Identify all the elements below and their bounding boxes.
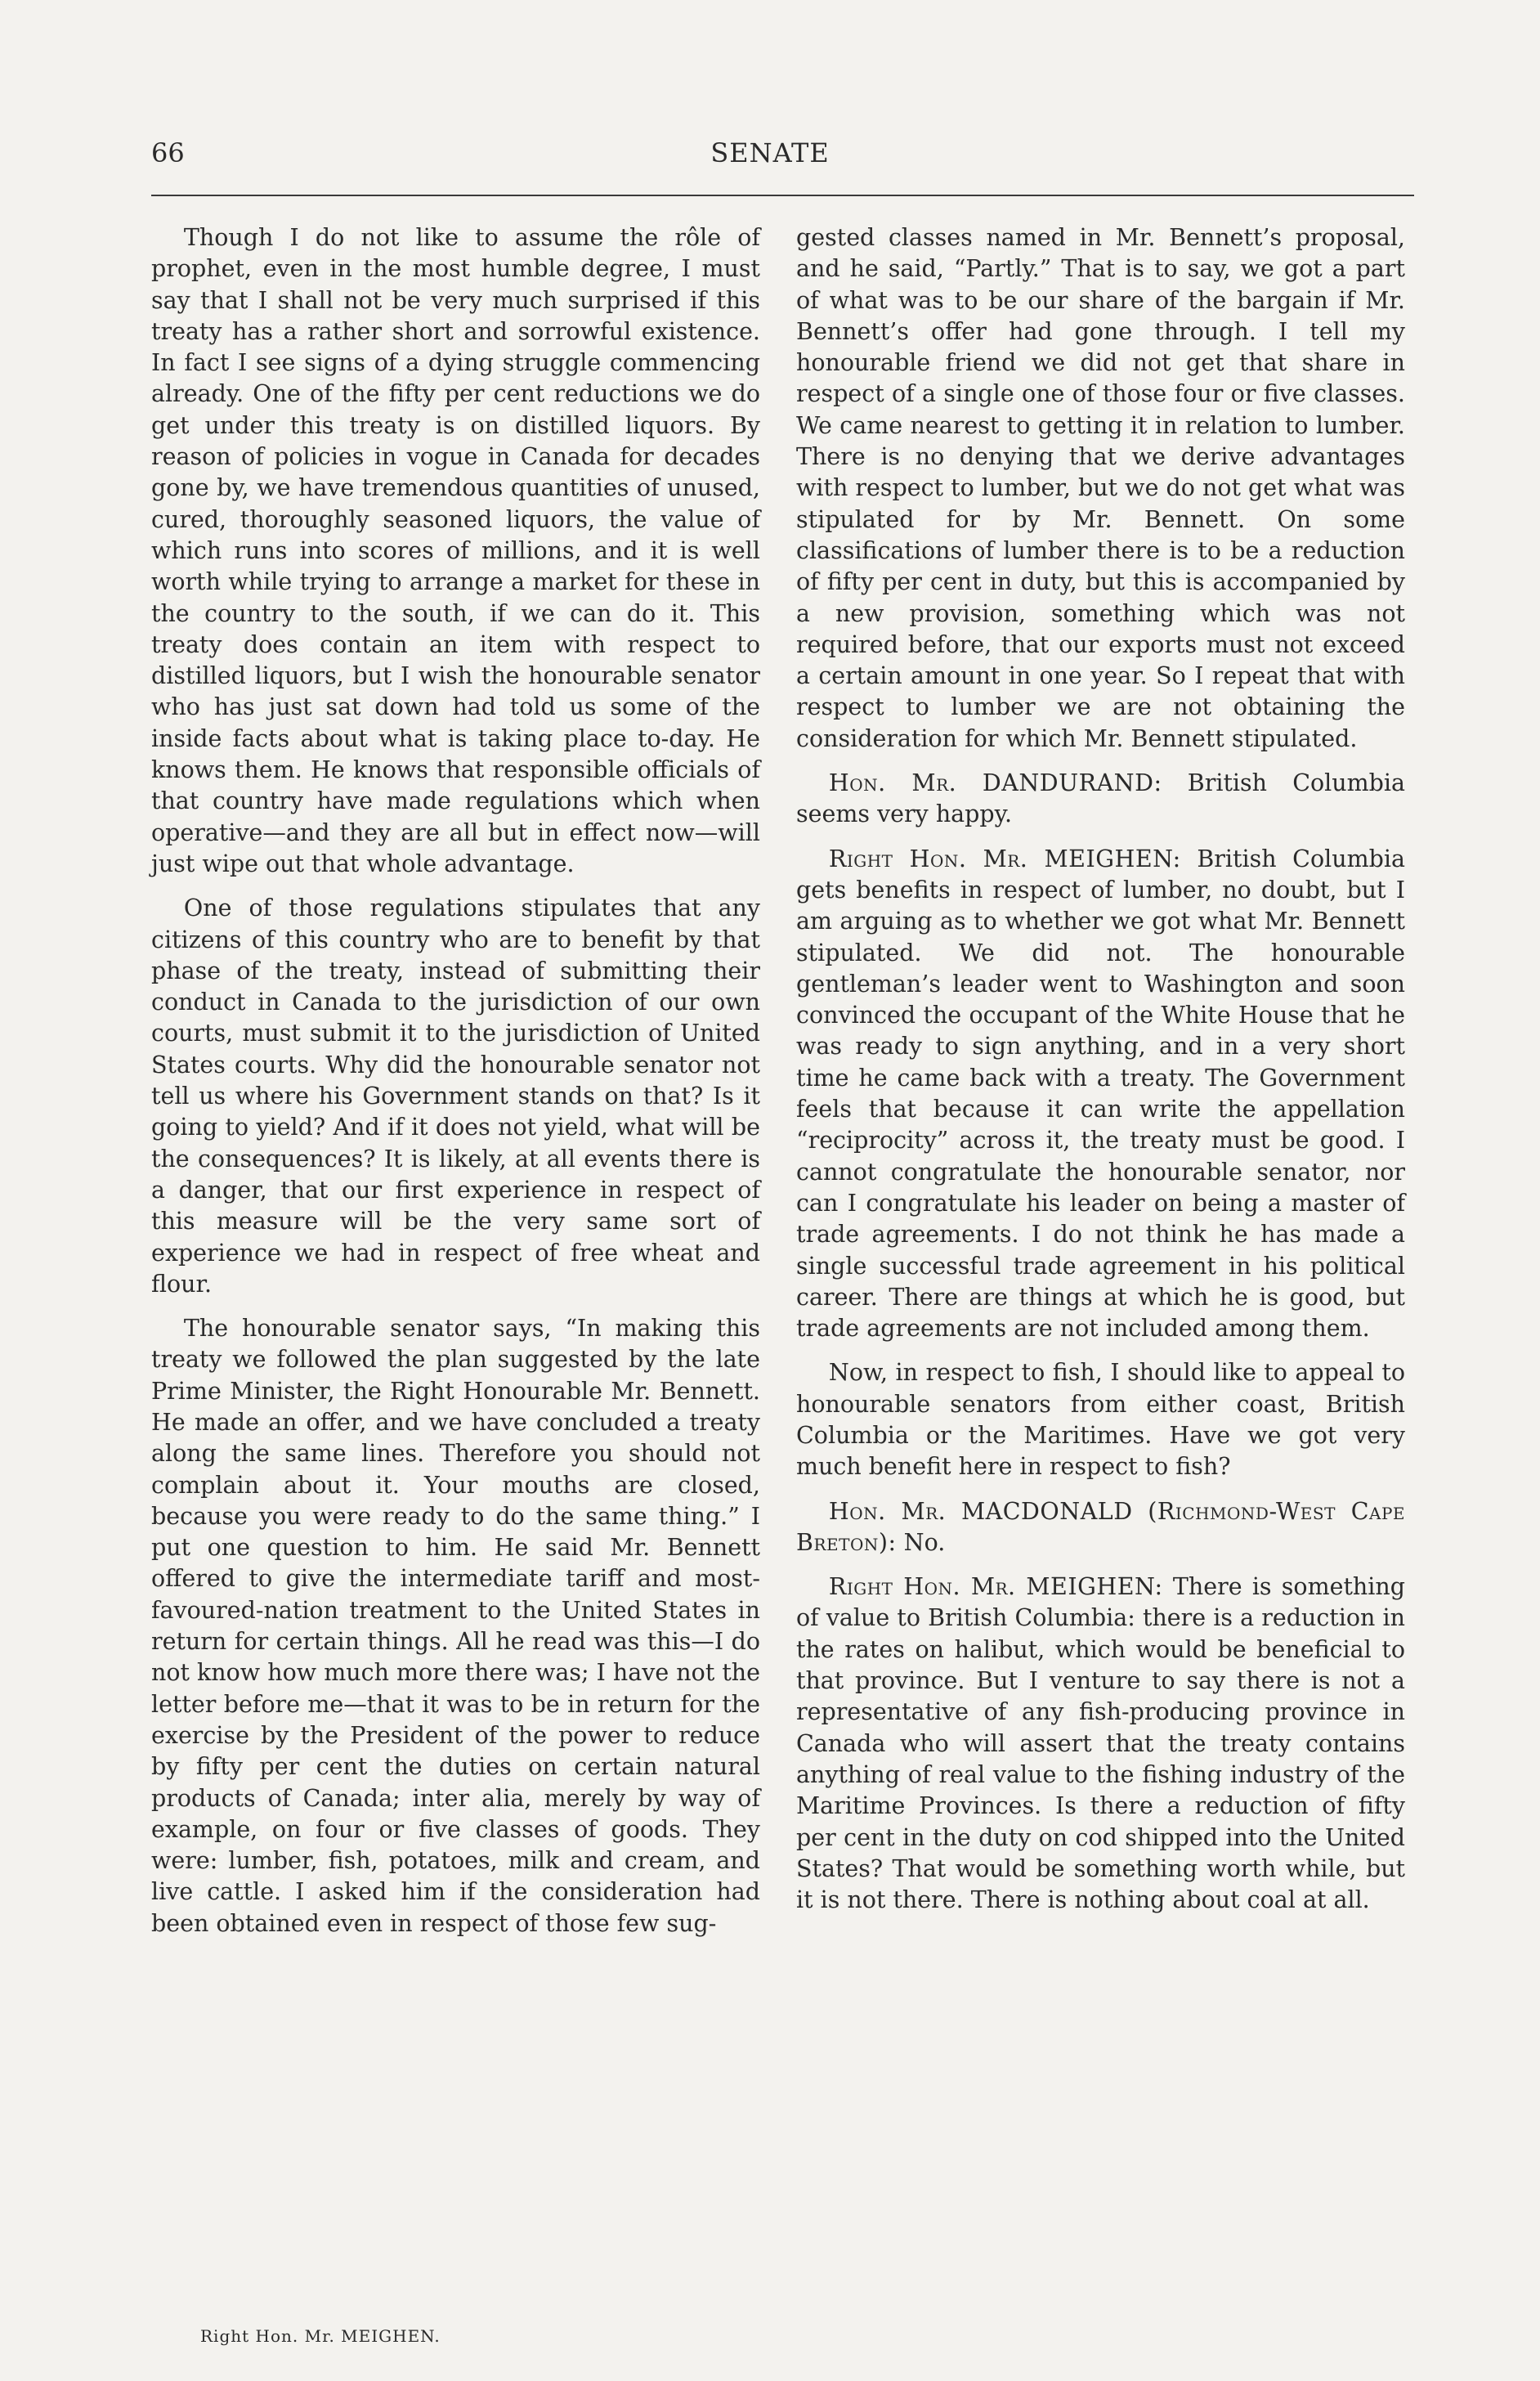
left-column [151, 222, 760, 1953]
speech-text: British Columbia gets benefits in respect of lumber, no doubt, but I am arguing as to whether we got what Mr. Bennett stipulated. We did not. The honourable gentleman’s leader went to Washington and soon convinced the occupant of the White House that he was ready to sign anything, and in a very short time he came back with a treaty. The Government feels that because it can write the appellation “reciprocity” across it, the treaty must be good. I cannot congratulate the honourable senator, nor can I congratulate his leader on being a master of trade agreements. I do not think he has made a single successful trade agreement in his political career. There are things at which he is good, but trade agreements are not included among them. [796, 845, 1405, 1343]
right-paragraph-6 [796, 1572, 1405, 1916]
right-paragraph-4: Now, in respect to fish, I should like to appeal to honourable senators from either coast, British Columbia or the Maritimes. Have we got very much benefit here in respect to fish? [796, 1359, 1405, 1481]
speech-text: No. [903, 1528, 946, 1556]
running-head: SENATE [710, 137, 830, 168]
right-paragraph-3 [796, 844, 1405, 1345]
page-number: 66 [151, 137, 185, 168]
right-paragraph-5 [796, 1496, 1405, 1559]
left-paragraph-3: The honourable senator says, “In making this treaty we followed the plan suggested by the late Prime Minister, the Right Honourable Mr. Bennett. He made an offer, and we have concluded a treaty along the same lines. Therefore you should not complain about it. Your mouths are closed, because you were ready to do the same thing.” I put one question to him. He said Mr. Bennett offered to give the intermediate tariff and most-favoured-nation treatment to the United States in return for certain things. All he read was this—I do not know how much more there was; I have not the letter before me—that it was to be in return for the exercise by the President of the power to reduce by fifty per cent the duties on certain natural products of Canada; inter alia, merely by way of example, on four or five classes of goods. They were: lumber, fish, potatoes, milk and cream, and live cattle. I asked him if the consideration had been obtained even in respect of those few sug- [151, 1315, 761, 1937]
left-paragraph-2: One of those regulations stipulates that any citizens of this country who are to benefit by that phase of the treaty, instead of submitting their conduct in Canada to the jurisdiction of our own courts, must submit it to the jurisdiction of United States courts. Why did the honourable senator not tell us where his Government stands on that? Is it going to yield? And if it does not yield, what will be the consequences? It is likely, at all events there is a danger, that our first experience in respect of this measure will be the very same sort of experience we had in respect of free wheat and flour. [151, 895, 760, 1298]
speech-text: British Columbia seems very happy. [796, 769, 1405, 828]
speaker-name: Hon. Mr. MACDONALD (Richmond-West Cape Breton): [796, 1497, 1405, 1556]
header-rule [151, 195, 1414, 196]
speaker-name: Hon. Mr. DANDURAND: [828, 769, 1162, 797]
right-paragraph-2 [796, 768, 1405, 831]
right-column [796, 222, 1405, 1929]
footer-speaker: Right Hon. Mr. MEIGHEN. [200, 2326, 441, 2346]
speaker-name: Right Hon. Mr. MEIGHEN: [828, 845, 1181, 872]
left-paragraph-1: Though I do not like to assume the rôle of prophet, even in the most humble degree, I must say that I shall not be very much surprised if this treaty has a rather short and sorrowful existence. In fact I see signs of a dying struggle commencing already. One of the fifty per cent reductions we do get under this treaty is on distilled liquors. By reason of policies in vogue in Canada for decades gone by, we have tremendous quantities of unused, cured, thoroughly seasoned liquors, the value of which runs into scores of millions, and it is well worth while trying to arrange a market for these in the country to the south, if we can do it. This treaty does contain an item with respect to distilled liquors, but I wish the honourable senator who has just sat down had told us some of the inside facts about what is taking place to-day. He knows them. He knows that responsible officials of that country have made regulations which when operative—and they are all but in effect now—will just wipe out that whole advantage. [151, 224, 760, 877]
speech-text: There is something of value to British Columbia: there is a reduction in the rates on halibut, which would be beneficial to that province. But I venture to say there is not a representative of any fish-producing province in Canada who will assert that the treaty contains anything of real value to the fishing industry of the Maritime Provinces. Is there a reduction of fifty per cent in the duty on cod shipped into the United States? That would be something worth while, but it is not there. There is nothing about coal at all. [796, 1573, 1406, 1914]
right-paragraph-1: gested classes named in Mr. Bennett’s proposal, and he said, “Partly.” That is to say, we got a part of what was to be our share of the bargain if Mr. Bennett’s offer had gone through. I tell my honourable friend we did not get that share in respect of a single one of those four or five classes. We came nearest to getting it in relation to lumber. There is no denying that we derive advantages with respect to lumber, but we do not get what was stipulated for by Mr. Bennett. On some classifications of lumber there is to be a reduction of fifty per cent in duty, but this is accompanied by a new provision, something which was not required before, that our exports must not exceed a certain amount in one year. So I repeat that with respect to lumber we are not obtaining the consideration for which Mr. Bennett stipulated. [796, 224, 1405, 752]
speaker-name: Right Hon. Mr. MEIGHEN: [828, 1573, 1163, 1601]
